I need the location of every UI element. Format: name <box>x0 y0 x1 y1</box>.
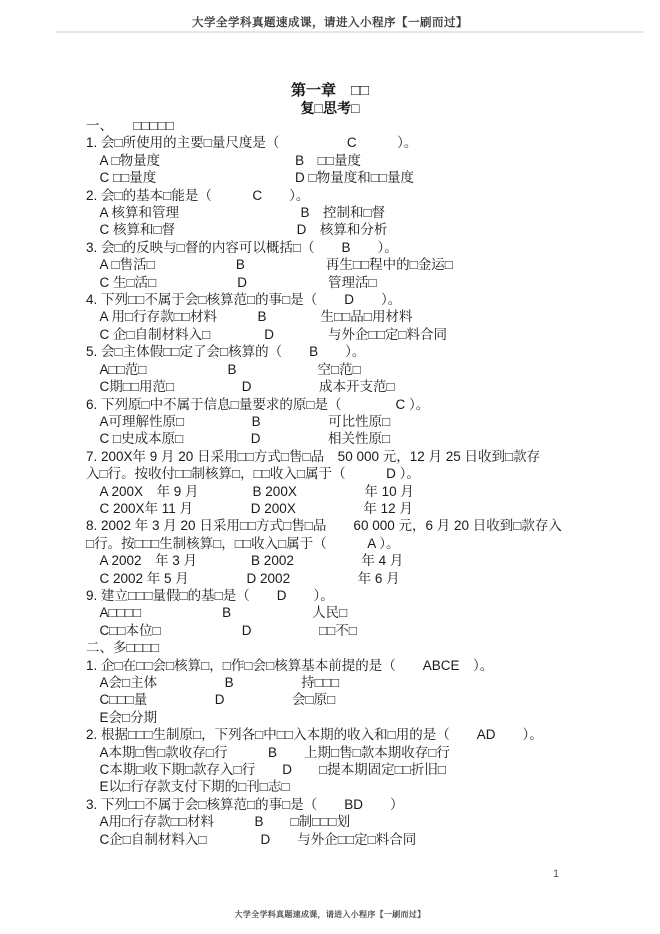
text-line: C期□□用范□ D 成本开支范□ <box>86 379 395 395</box>
text-line: C 2002 年 5 月 D 2002 年 6 月 <box>86 570 400 586</box>
text-line: 2. 会□的基本□能是（ C ）。 <box>86 187 310 203</box>
text-line: A □售活□ B 再生□□程中的□金运□ <box>86 257 453 273</box>
text-line: A 200X 年 9 月 B 200X 年 10 月 <box>86 483 414 499</box>
text-line: C□□□量 D 会□原□ <box>86 692 336 708</box>
text-line: C 200X年 11 月 D 200X 年 12 月 <box>86 500 413 516</box>
text-line: □行。按□□□生制核算□，□□收入□属于（ A ）。 <box>86 535 400 551</box>
text-line: A会□主体 B 持□□□ <box>86 675 340 690</box>
header-note: 大学全学科真题速成课，请进入小程序【一刷而过】 <box>192 17 468 29</box>
chapter-title: 第一章 □□ <box>290 82 370 99</box>
text-line: A 用□行存款□□材料 B 生□□品□用材料 <box>86 309 413 325</box>
text-line: C 核算和□督 D 核算和分析 <box>86 222 388 238</box>
header-divider <box>56 31 643 33</box>
text-line: C □史成本原□ D 相关性原□ <box>86 431 391 447</box>
text-line: C □□量度 D □物量度和□□量度 <box>86 170 415 186</box>
text-line: A□□□□ B 人民□ <box>86 605 348 621</box>
text-line: 一、 □□□□□ <box>86 118 175 133</box>
text-line: 9. 建立□□□量假□的基□是（ D ）。 <box>86 587 334 603</box>
page-number: 1 <box>553 868 560 880</box>
text-line: 1. 企□在□□会□核算□，□作□会□核算基本前提的是（ ABCE ）。 <box>86 657 494 673</box>
text-line: 4. 下列□□不属于会□核算范□的事□是（ D ）。 <box>86 292 402 308</box>
text-line: 2. 根据□□□生制原□，下列各□中□□入本期的收入和□用的是（ AD ）。 <box>86 727 543 743</box>
text-line: 5. 会□主体假□□定了会□核算的（ B ）。 <box>86 344 366 360</box>
text-line: 3. 会□的反映与□督的内容可以概括□（ B ）。 <box>86 239 398 255</box>
text-line: C 生□活□ D 管理活□ <box>86 274 377 290</box>
text-line: 入□行。按收付□□制核算□，□□收入□属于（ D ）。 <box>86 466 420 482</box>
text-line: C本期□收下期□款存入□行 D □提本期固定□□折旧□ <box>86 762 447 778</box>
text-line: 7. 200X年 9 月 20 日采用□□方式□售□品 50 000 元，12 月 25 日收到□款存 <box>86 448 541 464</box>
text-line: A 2002 年 3 月 B 2002 年 4 月 <box>86 553 404 569</box>
text-line: A 核算和管理 B 控制和□督 <box>86 205 386 221</box>
text-line: E会□分期 <box>86 709 158 725</box>
text-line: A□□范□ B 空□范□ <box>86 361 361 377</box>
text-line: 3. 下列□□不属于会□核算范□的事□是（ BD ） <box>86 796 404 812</box>
text-line: A可理解性原□ B 可比性原□ <box>86 413 391 429</box>
text-line: C 企□自制材料入□ D 与外企□□定□料合同 <box>86 326 448 342</box>
text-line: C企□自制材料入□ D 与外企□□定□料合同 <box>86 831 417 847</box>
text-line: 1. 会□所使用的主要□量尺度是（ C ）。 <box>86 135 418 151</box>
text-line: E以□行存款支付下期的□刊□志□ <box>86 779 290 795</box>
doc-subtitle: 复□思考□ <box>300 100 360 116</box>
text-line: A □物量度 B □□量度 <box>86 152 361 168</box>
text-line: A用□行存款□□材料 B □制□□□划 <box>86 814 351 830</box>
text-line: 8. 2002 年 3 月 20 日采用□□方式□售□品 60 000 元，6 月 20 日收到□款存入 <box>86 518 562 534</box>
text-line: 6. 下列原□中不属于信息□量要求的原□是（ C ）。 <box>86 396 430 412</box>
text-line: C□□本位□ D □□不□ <box>86 622 357 638</box>
document-body <box>86 117 626 848</box>
text-line: A本期□售□款收存□行 B 上期□售□款本期收存□行 <box>86 744 450 760</box>
footer-note: 大学全学科真题速成课，请进入小程序【一刷而过】 <box>234 910 426 919</box>
text-line: 二、多□□□□ <box>86 640 160 656</box>
